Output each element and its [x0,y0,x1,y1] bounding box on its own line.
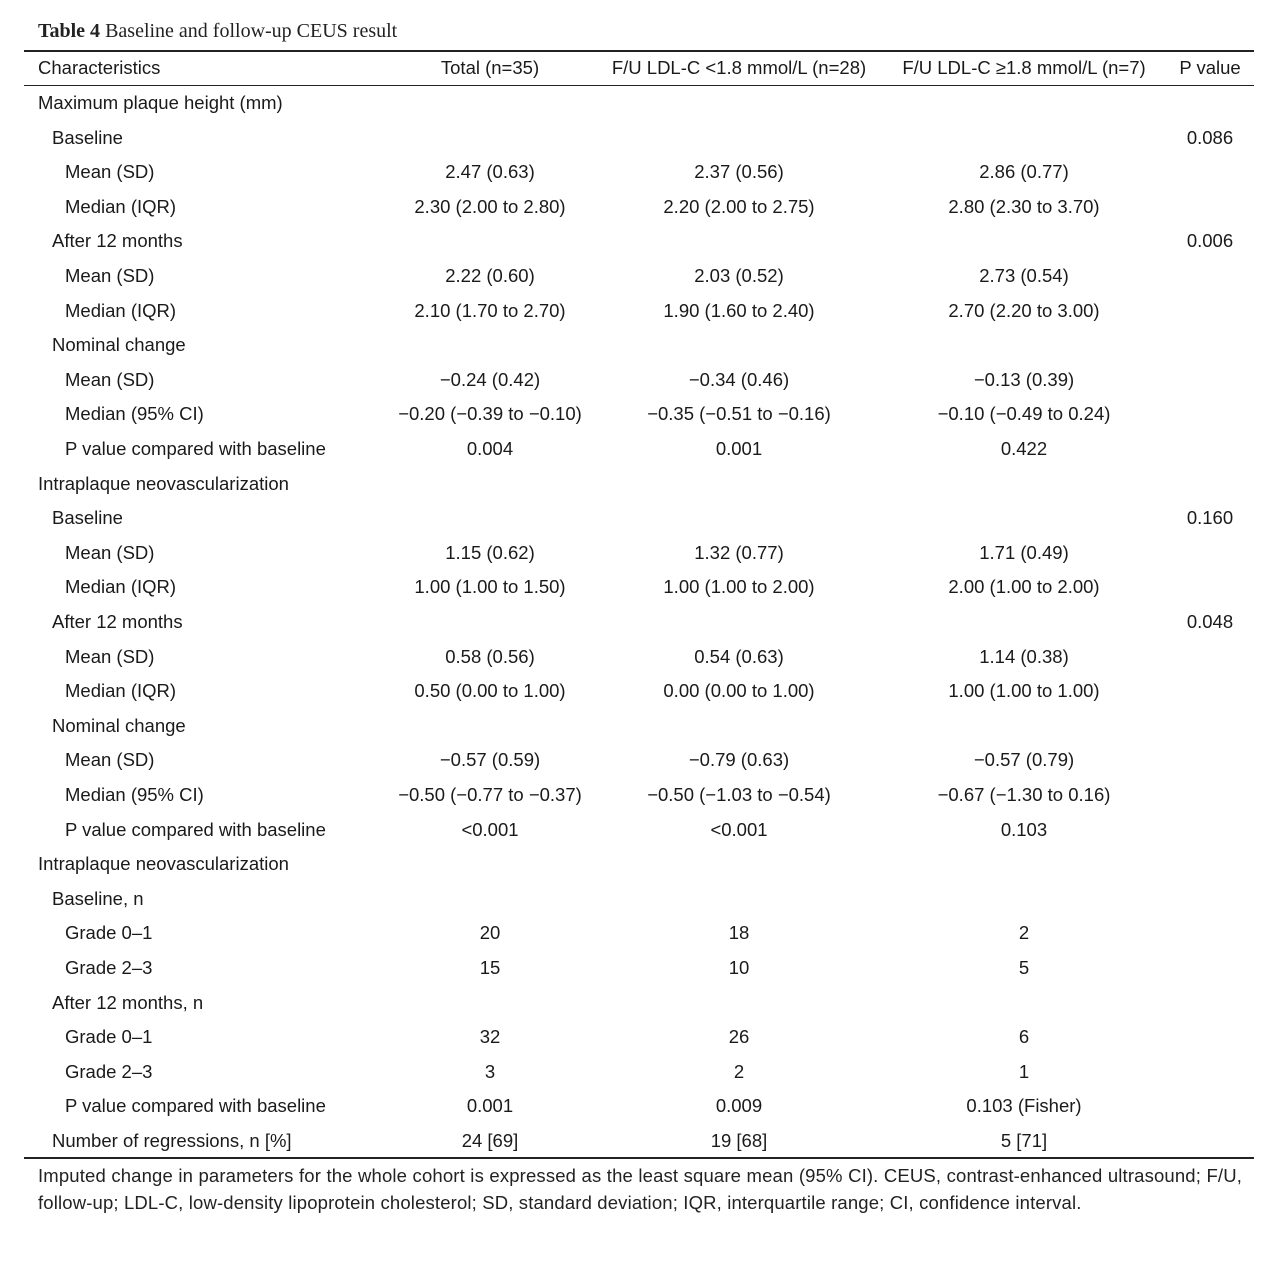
cell-lt [624,328,854,363]
cell-ge [909,501,1139,536]
row-label: Median (IQR) [65,576,177,598]
cell-p [1160,432,1260,467]
cell-ge: 2.73 (0.54) [979,265,1069,286]
cell-lt: 19 [68] [710,1130,768,1151]
cell-lt: 1.90 (1.60 to 2.40) [663,299,815,321]
cell-ge: 1.14 (0.38) [979,645,1069,667]
cell-ge: 2.00 (1.00 to 2.00) [948,576,1100,598]
cell-lt [624,882,854,917]
cell-lt: 1.00 (1.00 to 2.00) [663,576,815,598]
cell-lt [624,847,854,882]
cell-ge: 0.103 (Fisher) [966,1095,1082,1117]
cell-total: 0.004 [466,438,514,459]
cell-lt: 1.32 (0.77) [694,541,784,563]
table-row [0,882,1280,917]
cell-lt: −0.35 (−0.51 to −0.16) [647,403,831,425]
table-row [0,155,1280,190]
cell-p [1160,294,1260,329]
row-label: Grade 2–3 [65,957,153,978]
cell-total: 1.00 (1.00 to 1.50) [414,576,566,598]
cell-lt: 10 [728,957,750,978]
row-label: After 12 months [52,230,183,252]
cell-p [1160,813,1260,848]
cell-total: 0.58 (0.56) [445,645,535,667]
cell-total [375,86,605,121]
row-label: After 12 months [52,611,183,632]
row-label: Median (IQR) [65,299,177,321]
header-characteristics: Characteristics [38,57,161,78]
cell-ge: −0.13 (0.39) [973,368,1075,390]
cell-ge [909,605,1139,640]
cell-ge: −0.67 (−1.30 to 0.16) [937,784,1111,805]
table-row [0,916,1280,951]
cell-total: 2.30 (2.00 to 2.80) [414,195,566,217]
row-label: Median (IQR) [65,680,177,702]
row-label: Nominal change [52,714,186,736]
cell-total: −0.57 (0.59) [439,749,541,771]
cell-total: 24 [69] [461,1130,519,1151]
cell-total [375,882,605,917]
cell-total [375,328,605,363]
row-label: Mean (SD) [65,265,155,286]
cell-lt: 2.20 (2.00 to 2.75) [663,195,815,217]
cell-total: 2.10 (1.70 to 2.70) [414,299,566,321]
cell-total [375,467,605,502]
cell-ge: 2 [1018,922,1030,944]
cell-p [1160,640,1260,675]
cell-p [1160,709,1260,744]
cell-total: 15 [479,957,501,978]
table-caption-title: Baseline and follow-up CEUS result [105,20,398,42]
cell-ge [909,121,1139,156]
cell-total [375,605,605,640]
cell-p [1160,397,1260,432]
row-label: Maximum plaque height (mm) [38,92,283,113]
table-row [0,1055,1280,1090]
table-row [0,1089,1280,1124]
header-total: Total (n=35) [440,57,540,78]
row-label: Baseline, n [52,887,144,909]
cell-p: 0.086 [1186,126,1234,148]
cell-ge [909,224,1139,259]
row-label: Baseline [52,126,123,148]
cell-lt [624,709,854,744]
cell-lt: 0.00 (0.00 to 1.00) [663,680,815,702]
cell-lt: −0.50 (−1.03 to −0.54) [647,784,831,805]
table-row [0,1020,1280,1055]
cell-p [1160,1020,1260,1055]
table-row [0,536,1280,571]
table-row [0,363,1280,398]
table-row [0,432,1280,467]
cell-ge [909,847,1139,882]
table-row [0,467,1280,502]
cell-total: −0.24 (0.42) [439,368,541,390]
table-row [0,501,1280,536]
row-label: Baseline [52,507,123,529]
cell-total: 3 [484,1060,496,1082]
table-row [0,570,1280,605]
cell-total [375,709,605,744]
cell-ge [909,467,1139,502]
table-row [0,951,1280,986]
table-row [0,86,1280,121]
cell-p [1160,916,1260,951]
row-label: Mean (SD) [65,161,155,183]
table-row [0,259,1280,294]
table-row [0,328,1280,363]
cell-p: 0.160 [1186,507,1234,529]
table-header-row [0,51,1280,86]
cell-total: −0.20 (−0.39 to −0.10) [398,403,582,425]
table-row [0,190,1280,225]
row-label: P value compared with baseline [65,438,326,459]
cell-ge: 5 [1018,957,1030,978]
cell-total: <0.001 [461,818,519,840]
cell-lt: <0.001 [710,818,768,840]
cell-total: 20 [479,922,501,944]
cell-p [1160,1124,1260,1159]
table-row [0,397,1280,432]
cell-p [1160,986,1260,1021]
cell-total [375,986,605,1021]
cell-ge [909,882,1139,917]
cell-p [1160,259,1260,294]
row-label: P value compared with baseline [65,818,326,840]
cell-ge: 2.80 (2.30 to 3.70) [948,195,1100,217]
row-label: Mean (SD) [65,368,155,390]
cell-total [375,224,605,259]
row-label: Median (IQR) [65,195,177,217]
cell-lt [624,605,854,640]
cell-ge [909,986,1139,1021]
cell-total [375,121,605,156]
cell-total [375,501,605,536]
cell-p [1160,674,1260,709]
cell-ge: 1.71 (0.49) [979,541,1069,563]
cell-total: 2.47 (0.63) [445,161,535,183]
table-row [0,605,1280,640]
cell-lt: −0.34 (0.46) [688,368,790,390]
cell-ge: −0.10 (−0.49 to 0.24) [937,403,1111,425]
table-caption-label: Table 4 [38,20,101,42]
cell-p [1160,778,1260,813]
cell-p [1160,882,1260,917]
cell-lt: 18 [728,922,750,944]
cell-p [1160,743,1260,778]
cell-total: −0.50 (−0.77 to −0.37) [398,784,582,805]
cell-lt [624,501,854,536]
table-row [0,1124,1280,1159]
cell-p: 0.048 [1186,611,1234,632]
row-label: Mean (SD) [65,645,155,667]
table-row [0,674,1280,709]
cell-p [1160,190,1260,225]
cell-lt: −0.79 (0.63) [688,749,790,771]
cell-p [1160,1089,1260,1124]
row-label: P value compared with baseline [65,1095,326,1117]
row-label: Grade 0–1 [65,922,153,944]
row-label: Intraplaque neovascularization [38,472,289,494]
table-row [0,294,1280,329]
cell-ge: 0.422 [1000,438,1048,459]
table-bottom-rule [24,1157,1254,1159]
cell-ge: 5 [71] [1000,1130,1048,1151]
cell-total: 32 [479,1026,501,1048]
cell-p: 0.006 [1186,230,1234,252]
cell-ge: −0.57 (0.79) [973,749,1075,771]
table-caption [38,20,397,43]
cell-ge [909,709,1139,744]
cell-p [1160,328,1260,363]
cell-ge: 0.103 [1000,818,1048,840]
cell-ge: 1 [1018,1060,1030,1082]
row-label: After 12 months, n [52,991,204,1013]
row-label: Grade 0–1 [65,1026,153,1048]
row-label: Number of regressions, n [%] [52,1130,292,1151]
cell-lt: 2 [733,1060,745,1082]
row-label: Nominal change [52,334,186,356]
cell-p [1160,847,1260,882]
cell-lt: 2.03 (0.52) [694,265,784,286]
row-label: Intraplaque neovascularization [38,853,289,875]
cell-total: 0.001 [466,1095,514,1117]
cell-lt: 26 [728,1026,750,1048]
cell-total: 2.22 (0.60) [445,265,535,286]
cell-p [1160,467,1260,502]
table-row [0,847,1280,882]
table-row [0,640,1280,675]
table-footnote: Imputed change in parameters for the whole cohort is expressed as the least square mean (95% CI). CEUS, contrast-enhanced ultrasound; F/U, follow-up; LDL-C, low-density lipoprotein cholesterol; SD, standard deviation; IQR, interquartile range; CI, confidence interval. [38,1165,1242,1213]
cell-total: 0.50 (0.00 to 1.00) [414,680,566,702]
cell-p [1160,1055,1260,1090]
cell-p [1160,536,1260,571]
cell-lt: 2.37 (0.56) [694,161,784,183]
cell-ge [909,86,1139,121]
cell-p [1160,86,1260,121]
header-p-value: P value [1179,57,1241,78]
row-label: Grade 2–3 [65,1060,153,1082]
cell-lt: 0.001 [715,438,763,459]
cell-ge: 6 [1018,1026,1030,1048]
cell-lt: 0.54 (0.63) [694,645,784,667]
row-label: Mean (SD) [65,541,155,563]
cell-ge [909,328,1139,363]
cell-ge: 2.70 (2.20 to 3.00) [948,299,1100,321]
cell-lt [624,986,854,1021]
cell-total: 1.15 (0.62) [445,541,535,563]
table-row [0,813,1280,848]
cell-lt [624,224,854,259]
cell-lt [624,86,854,121]
table-row [0,709,1280,744]
cell-p [1160,951,1260,986]
cell-ge: 1.00 (1.00 to 1.00) [948,680,1100,702]
header-ldl-above: F/U LDL-C ≥1.8 mmol/L (n=7) [902,57,1146,78]
cell-ge: 2.86 (0.77) [979,161,1069,183]
cell-total [375,847,605,882]
cell-lt [624,467,854,502]
cell-p [1160,570,1260,605]
cell-p [1160,155,1260,190]
cell-lt [624,121,854,156]
table-row [0,743,1280,778]
table-row [0,224,1280,259]
row-label: Median (95% CI) [65,784,204,805]
cell-p [1160,363,1260,398]
row-label: Median (95% CI) [65,403,204,425]
table-row [0,986,1280,1021]
cell-lt: 0.009 [715,1095,763,1117]
row-label: Mean (SD) [65,749,155,771]
header-ldl-below: F/U LDL-C <1.8 mmol/L (n=28) [611,57,867,78]
table-row [0,121,1280,156]
table-row [0,778,1280,813]
